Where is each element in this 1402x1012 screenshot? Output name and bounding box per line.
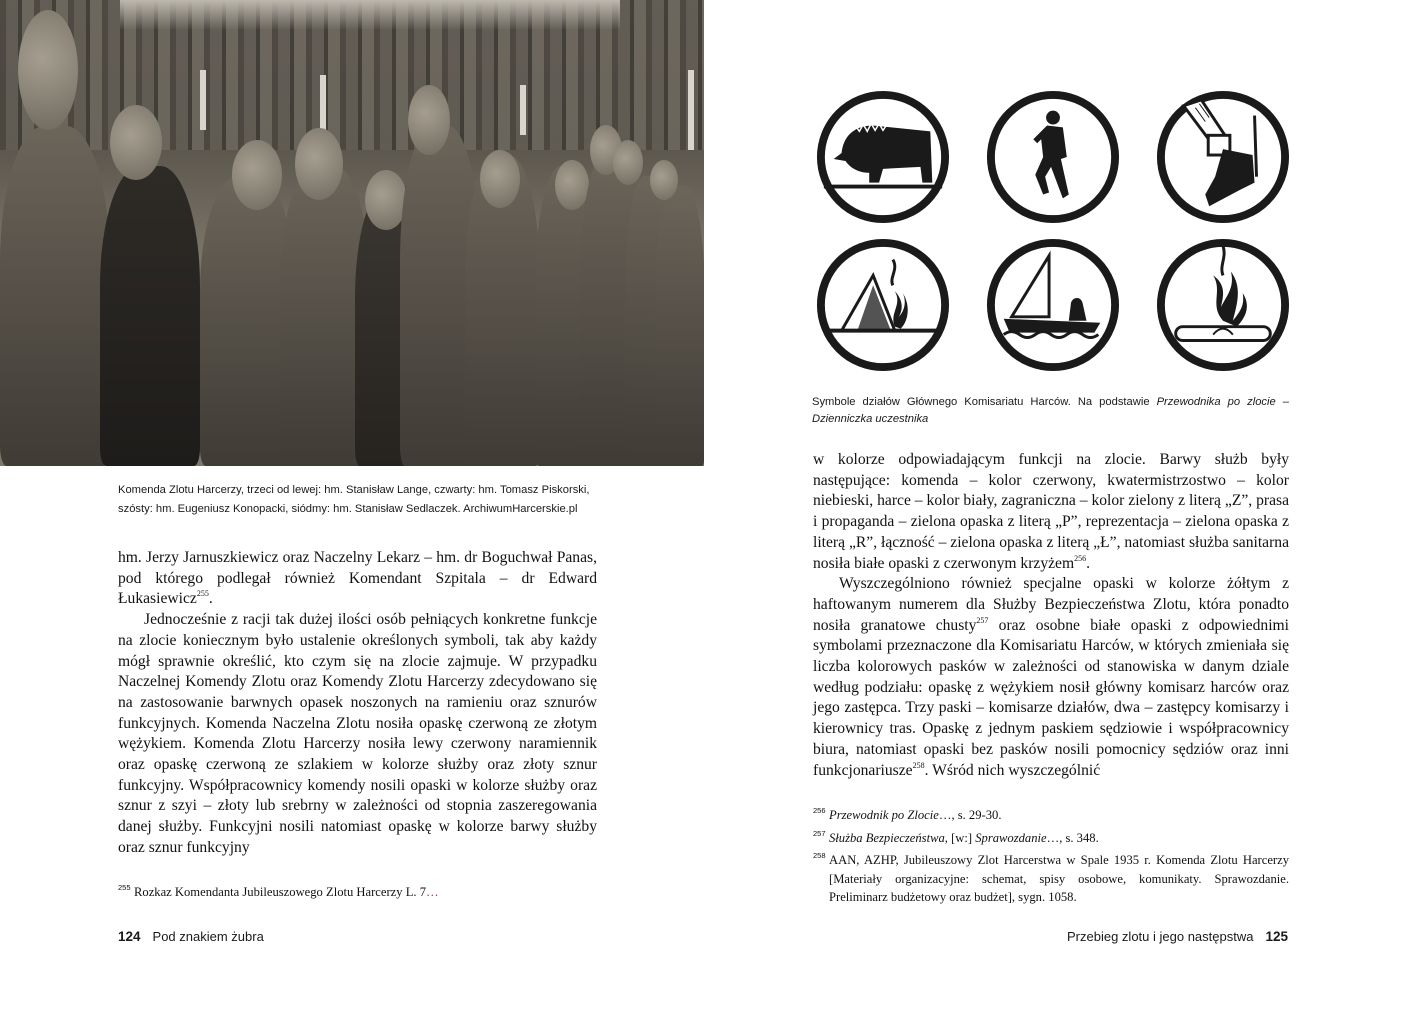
paragraph-text: . Wśród nich wyszczególnić	[924, 761, 1101, 779]
photo-flag	[688, 70, 694, 150]
paragraph	[118, 548, 597, 610]
photo-person-head	[18, 10, 78, 130]
paragraph-text: .	[208, 590, 213, 608]
footnote-ellipsis: …	[426, 885, 439, 899]
photo-flag	[200, 70, 206, 130]
footnote-ref[interactable]: 255	[196, 589, 209, 599]
footnote-number: 256	[813, 806, 826, 815]
page-number: 124	[118, 929, 141, 944]
photo-person-head	[650, 160, 678, 200]
paragraph-text: oraz osobne białe opaski z odpowiednimi symbolami przeznaczone dla Komisariatu Harców, w których zmieniała się liczba kolorowych pasków w zależności od stanowiska w danym dziale według podziału: opaskę z wężykiem nosił główny komisarz harców oraz jego zastępca. Trzy paski – komisarze działów, dwa – zastępcy komisarzy i kierownicy tras. Opaskę z jednym paskiem sędziowie i współpracownicy biura, natomiast opaski bez pasków nosili pomocnicy sędziów oraz inni funkcjonariusze	[813, 616, 1289, 779]
running-head: Pod znakiem żubra	[152, 929, 264, 944]
footnote-text: Rozkaz Komendanta Jubileuszowego Zlotu Harcerzy L. 7	[134, 885, 427, 899]
left-folio	[118, 929, 264, 944]
runner-icon	[984, 88, 1122, 226]
photo-person-head	[232, 140, 282, 210]
photo-person-head	[295, 128, 343, 200]
photo-person-head	[555, 160, 589, 210]
sailboat-icon	[984, 236, 1122, 374]
photo-flag	[320, 75, 326, 130]
running-head: Przebieg zlotu i jego następstwa	[1067, 929, 1254, 944]
symbols-figure	[814, 88, 1294, 378]
paragraph-text: hm. Jerzy Jarnuszkiewicz oraz Naczelny Lekarz – hm. dr Boguchwał Panas, pod którego podlegał również Komendant Szpitala – dr Edward Łukasiewicz	[118, 549, 597, 608]
paragraph	[813, 450, 1289, 574]
photo-caption: Komenda Zlotu Harcerzy, trzeci od lewej: hm. Stanisław Lange, czwarty: hm. Tomasz Piskorski, szósty: hm. Eugeniusz Konopacki, siódmy: hm. Stanisław Sedlaczek. ArchiwumHarcerskie.pl	[118, 484, 590, 515]
paragraph-text: w kolorze odpowiadającym funkcji na zlocie. Barwy służb były następujące: komenda – kolor czerwony, kwatermistrzostwo – kolor niebieski, harce – kolor biały, zagraniczna – kolor zielony z literą „Z”, prasa i propaganda – zielona opaska z literą „P”, reprezentacja – zielona opaska z literą „R”, łączność – zielona opaska z literą „Ł”, natomiast służba sanitarna nosiła białe opaski z czerwonym krzyżem	[813, 451, 1289, 572]
footnote-title: Służba Bezpieczeństwa	[829, 830, 945, 845]
page-number: 125	[1265, 929, 1288, 944]
footnote-text: , [w:]	[944, 830, 976, 845]
paragraph-text: .	[1086, 554, 1091, 572]
photo-flag	[520, 85, 526, 135]
footnote-text: …, s. 29-30.	[938, 808, 1002, 822]
footnote-text: AAN, AZHP, Jubileuszowy Zlot Harcerstwa w Spale 1935 r. Komenda Zlotu Harcerzy [Materiały organizacyjne: schemat, spisy osobowe, komunikaty. Sprawozdanie. Preliminarz budżetowy oraz budżet], sygn. 1058.	[829, 853, 1289, 904]
boot-icon	[1154, 88, 1292, 226]
photo-person-head	[613, 140, 643, 185]
right-folio	[1067, 929, 1288, 944]
right-body-text	[813, 450, 1289, 781]
footnote	[813, 851, 1289, 907]
footnote-text: …, s. 348.	[1046, 830, 1099, 845]
tent-fire-icon	[814, 236, 952, 374]
footnote-number: 258	[813, 851, 826, 860]
photo-person-head	[480, 150, 520, 208]
caption-text: Symbole działów Głównego Komisariatu Harców. Na podstawie	[812, 396, 1157, 408]
photo-person-head	[408, 85, 450, 155]
photo-person-head	[110, 105, 162, 180]
right-page	[701, 0, 1402, 1012]
paragraph	[813, 574, 1289, 781]
campfire-icon	[1154, 236, 1292, 374]
photo-person	[0, 126, 110, 466]
footnote	[813, 806, 1289, 825]
photo-person	[655, 186, 704, 466]
photo-sky	[120, 0, 620, 30]
bison-icon	[814, 88, 952, 226]
photo-person	[100, 166, 200, 466]
left-footnotes	[118, 883, 597, 906]
footnote-number: 257	[813, 828, 826, 838]
caption-source-title: Przewodnika po zlocie – Dzienniczka uczestnika	[812, 396, 1289, 425]
footnote	[118, 883, 597, 902]
footnote-ref[interactable]: 256	[1074, 553, 1087, 563]
paragraph-text: Wyszczególniono również specjalne opaski w kolorze żółtym z haftowanym numerem dla Służby Bezpieczeństwa Zlotu, która ponadto nosiła granatowe chusty	[813, 575, 1289, 634]
paragraph: Jednocześnie z racji tak dużej ilości osób pełniących konkretne funkcje na zlocie koniecznym było ustalenie określonych symboli, tak aby każdy mógł sprawnie określić, kto czym się na zlocie zajmuje. W przypadku Naczelnej Komendy Zlotu oraz Komendy Zlotu Harcerzy zdecydowano się na zastosowanie barwnych opasek noszonych na ramieniu oraz sznurów funkcyjnych. Komenda Naczelna Zlotu nosiła opaskę czerwoną ze złotym wężykiem. Komenda Zlotu Harcerzy nosiła lewy czerwony naramiennik oraz opaskę czerwoną ze szlakiem w kolorze służby oraz złoty sznur funkcyjny. Współpracownicy komendy nosili opaski w kolorze służby oraz sznur z szyi – złoty lub srebrny w zależności od stopnia zaszeregowania danej służby. Funkcyjni nosili natomiast opaskę w kolorze barwy służby oraz sznur funkcyjny	[118, 611, 597, 856]
footnote	[813, 829, 1289, 848]
symbols-caption	[812, 394, 1289, 428]
left-body-text	[118, 548, 597, 859]
footnote-ref[interactable]: 258	[912, 760, 925, 770]
right-footnotes	[813, 806, 1289, 911]
footnote-ref[interactable]: 257	[976, 615, 989, 625]
footnote-title: Sprawozdanie	[975, 830, 1047, 845]
scout-leaders-photo	[0, 0, 704, 466]
footnote-title: Przewodnik po Zlocie	[829, 808, 939, 822]
footnote-number: 255	[118, 883, 131, 892]
